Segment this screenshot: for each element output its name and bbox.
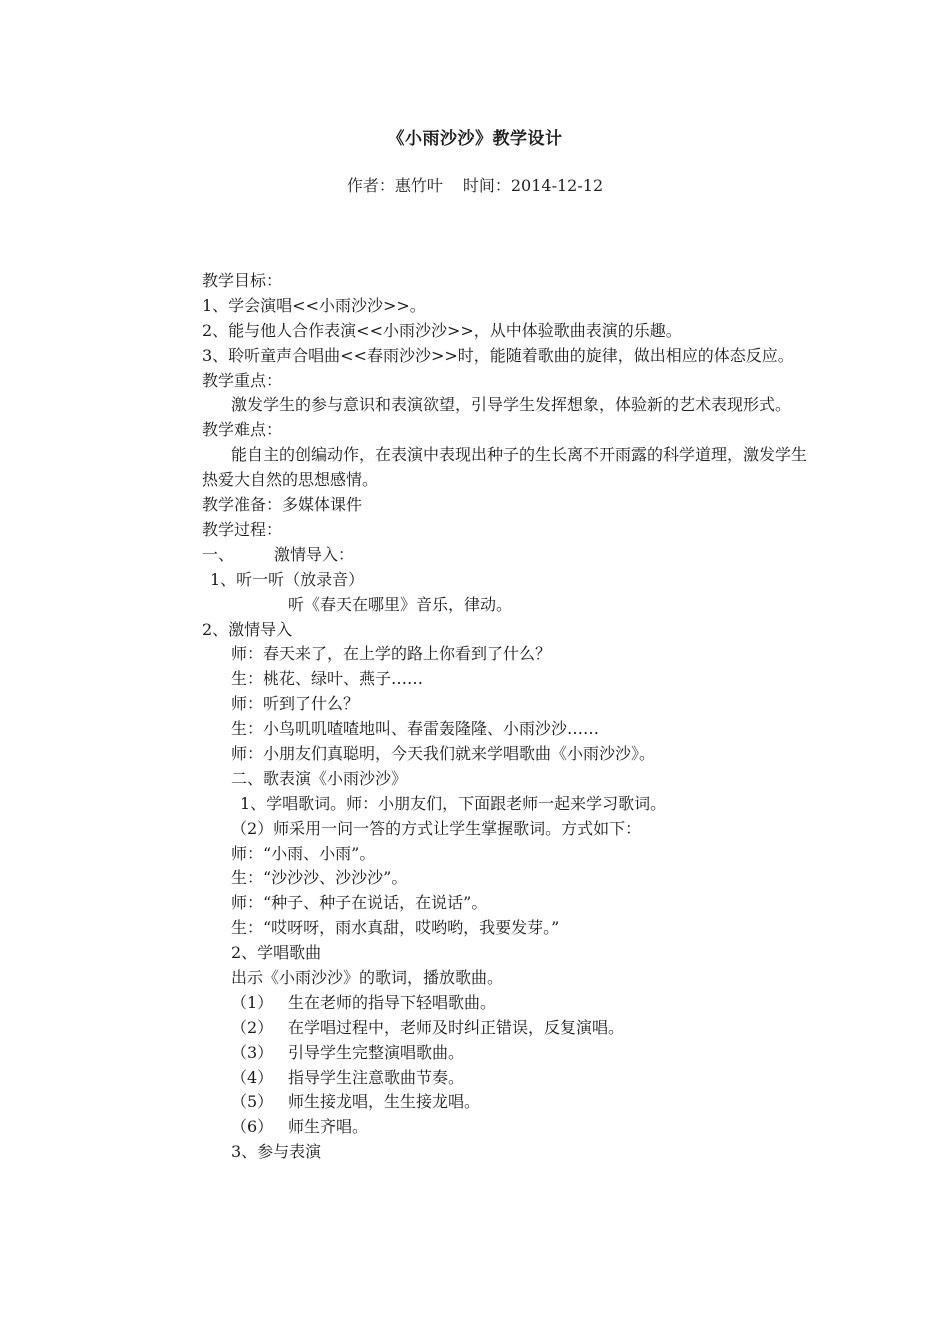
difficulty-text: 能自主的创编动作，在表演中表现出种子的生长离不开雨露的科学道理，激发学生热爱大自然的思想感情。 xyxy=(202,445,808,490)
step-4 xyxy=(202,1066,812,1091)
author-label: 作者：惠竹叶 xyxy=(346,176,443,195)
step-text: 生在老师的指导下轻唱歌曲。 xyxy=(288,992,497,1012)
byline xyxy=(0,173,950,196)
section-2-item-3: 3、参与表演 xyxy=(231,1142,322,1162)
section-1-heading xyxy=(202,543,812,568)
dialogue-line-3: 师：听到了什么？ xyxy=(231,694,360,714)
step-text: 指导学生注意歌曲节奏。 xyxy=(288,1067,465,1087)
date-label: 时间：2014-12-12 xyxy=(462,176,604,195)
step-text: 师生齐唱。 xyxy=(288,1117,369,1137)
step-number: （6） xyxy=(231,1117,274,1137)
section-2-item-2-intro: 出示《小雨沙沙》的歌词，播放歌曲。 xyxy=(231,968,504,987)
step-2 xyxy=(202,1016,812,1041)
lyric-line-4: 生：“哎呀呀，雨水真甜，哎哟哟，我要发芽。” xyxy=(231,918,560,938)
dialogue-line-4: 生：小鸟叽叽喳喳地叫、春雷轰隆隆、小雨沙沙…… xyxy=(231,719,600,739)
lyric-line-3: 师：“种子、种子在说话，在说话”。 xyxy=(231,893,488,913)
goals-heading: 教学目标： xyxy=(202,271,283,290)
dialogue-line-2: 生：桃花、绿叶、燕子…… xyxy=(231,669,424,689)
step-number: （1） xyxy=(231,992,274,1012)
section-2-heading: 二、歌表演《小雨沙沙》 xyxy=(231,768,408,788)
focus-text: 激发学生的参与意识和表演欲望，引导学生发挥想象，体验新的艺术表现形式。 xyxy=(231,395,792,415)
lyric-line-2: 生：“沙沙沙、沙沙沙”。 xyxy=(231,868,408,888)
step-3 xyxy=(202,1041,812,1066)
lyric-line-1: 师：“小雨、小雨”。 xyxy=(231,843,376,863)
section-2-item-1: 1、学唱歌词。师：小朋友们，下面跟老师一起来学习歌词。 xyxy=(240,793,667,813)
section-1-title: 激情导入： xyxy=(274,544,355,564)
goal-item-2: 2、能与他人合作表演<<小雨沙沙>>，从中体验歌曲表演的乐趣。 xyxy=(202,320,682,340)
section-1-number: 一、 xyxy=(202,544,235,564)
section-1-item-1-detail: 听《春天在哪里》音乐，律动。 xyxy=(288,594,513,614)
dialogue-line-1: 师：春天来了，在上学的路上你看到了什么？ xyxy=(231,644,552,664)
step-text: 引导学生完整演唱歌曲。 xyxy=(288,1042,465,1062)
goal-item-3: 3、聆听童声合唱曲<<春雨沙沙>>时，能随着歌曲的旋律，做出相应的体态反应。 xyxy=(202,345,794,365)
prep-line: 教学准备：多媒体课件 xyxy=(202,495,363,515)
step-number: （4） xyxy=(231,1067,274,1087)
step-number: （3） xyxy=(231,1042,274,1062)
focus-heading: 教学重点： xyxy=(202,370,283,390)
step-6 xyxy=(202,1115,812,1140)
document-body xyxy=(202,269,812,1165)
step-5 xyxy=(202,1090,812,1115)
step-text: 师生接龙唱，生生接龙唱。 xyxy=(288,1092,481,1112)
step-1 xyxy=(202,991,812,1016)
step-text: 在学唱过程中，老师及时纠正错误，反复演唱。 xyxy=(288,1017,625,1037)
section-2-item-1b: （2）师采用一问一答的方式让学生掌握歌词。方式如下： xyxy=(231,818,642,838)
process-heading: 教学过程： xyxy=(202,519,283,539)
section-1-item-1: 1、听一听（放录音） xyxy=(210,569,365,589)
section-1-item-2: 2、激情导入 xyxy=(202,619,293,639)
step-number: （5） xyxy=(231,1092,274,1112)
dialogue-line-5: 师：小朋友们真聪明，今天我们就来学唱歌曲《小雨沙沙》。 xyxy=(231,743,656,763)
section-2-item-2: 2、学唱歌曲 xyxy=(231,943,322,963)
step-number: （2） xyxy=(231,1017,274,1037)
goal-item-1: 1、学会演唱<<小雨沙沙>>。 xyxy=(202,295,426,315)
doc-title: 《小雨沙沙》教学设计 xyxy=(387,129,563,149)
difficulty-heading: 教学难点： xyxy=(202,420,283,440)
